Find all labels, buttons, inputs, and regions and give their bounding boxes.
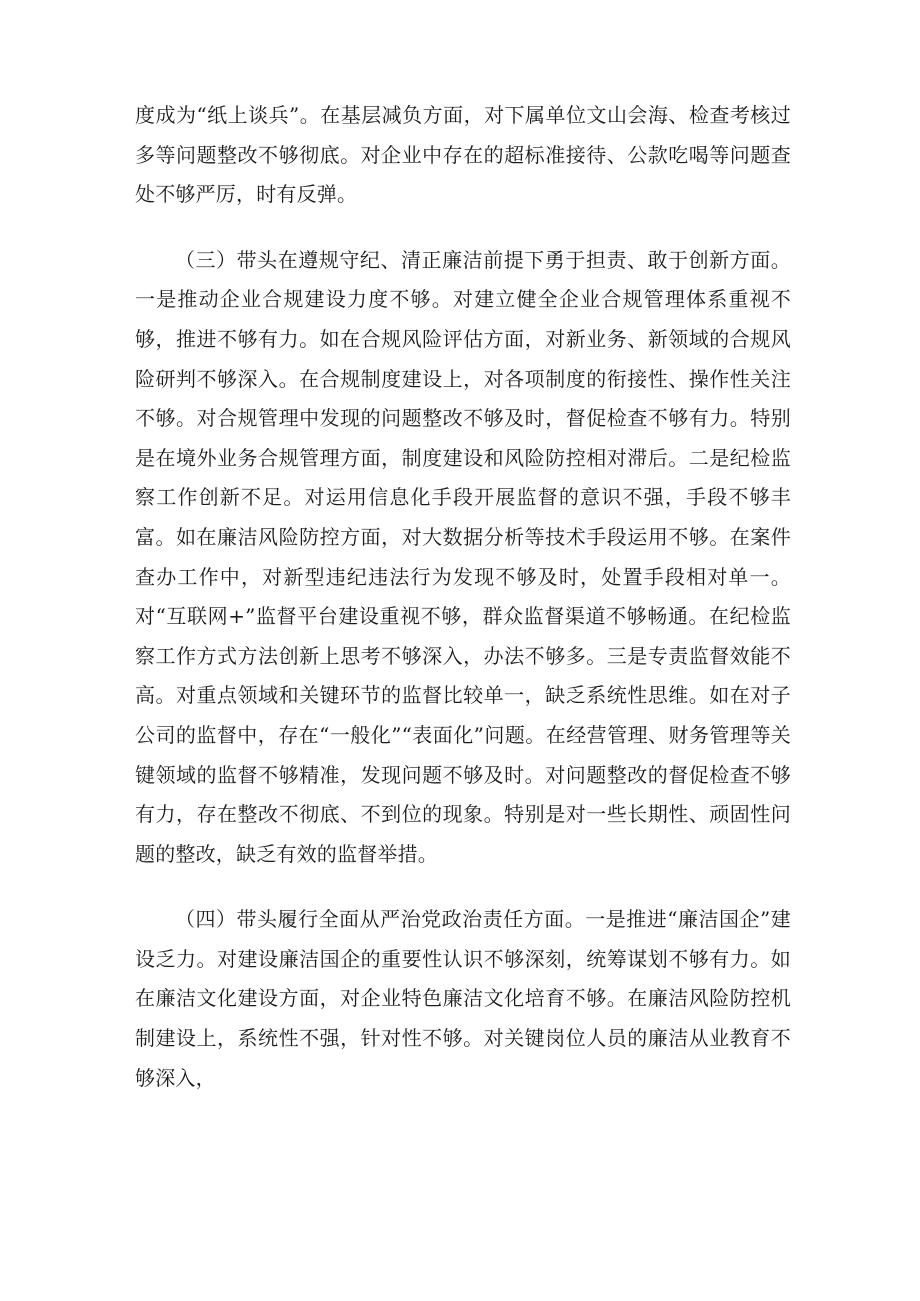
document-body [135,96,791,1098]
paragraph-section-four: （四）带头履行全面从严治党政治责任方面。一是推进“廉洁国企”建设乏力。对建设廉洁国企的重要性认识不够深刻，统筹谋划不够有力。如在廉洁文化建设方面，对企业特色廉洁文化培育不够。在廉洁风险防控机制建设上，系统性不强，针对性不够。对关键岗位人员的廉洁从业教育不够深入， [135,907,791,1090]
paragraph-continuation: 度成为“纸上谈兵”。在基层减负方面，对下属单位文山会海、检查考核过多等问题整改不够彻底。对企业中存在的超标准接待、公款吃喝等问题查处不够严厉，时有反弹。 [135,103,791,207]
paragraph-section-three: （三）带头在遵规守纪、清正廉洁前提下勇于担责、敢于创新方面。一是推动企业合规建设力度不够。对建立健全企业合规管理体系重视不够，推进不够有力。如在合规风险评估方面，对新业务、新领域的合规风险研判不够深入。在合规制度建设上，对各项制度的衔接性、操作性关注不够。对合规管理中发现的问题整改不够及时，督促检查不够有力。特别是在境外业务合规管理方面，制度建设和风险防控相对滞后。二是纪检监察工作创新不足。对运用信息化手段开展监督的意识不强，手段不够丰富。如在廉洁风险防控方面，对大数据分析等技术手段运用不够。在案件查办工作中，对新型违纪违法行为发现不够及时，处置手段相对单一。对“互联网+”监督平台建设重视不够，群众监督渠道不够畅通。在纪检监察工作方式方法创新上思考不够深入，办法不够多。三是专责监督效能不高。对重点领域和关键环节的监督比较单一，缺乏系统性思维。如在对子公司的监督中，存在“一般化”“表面化”问题。在经营管理、财务管理等关键领域的监督不够精准，发现问题不够及时。对问题整改的督促检查不够有力，存在整改不彻底、不到位的现象。特别是对一些长期性、顽固性问题的整改，缺乏有效的监督举措。 [135,247,791,866]
